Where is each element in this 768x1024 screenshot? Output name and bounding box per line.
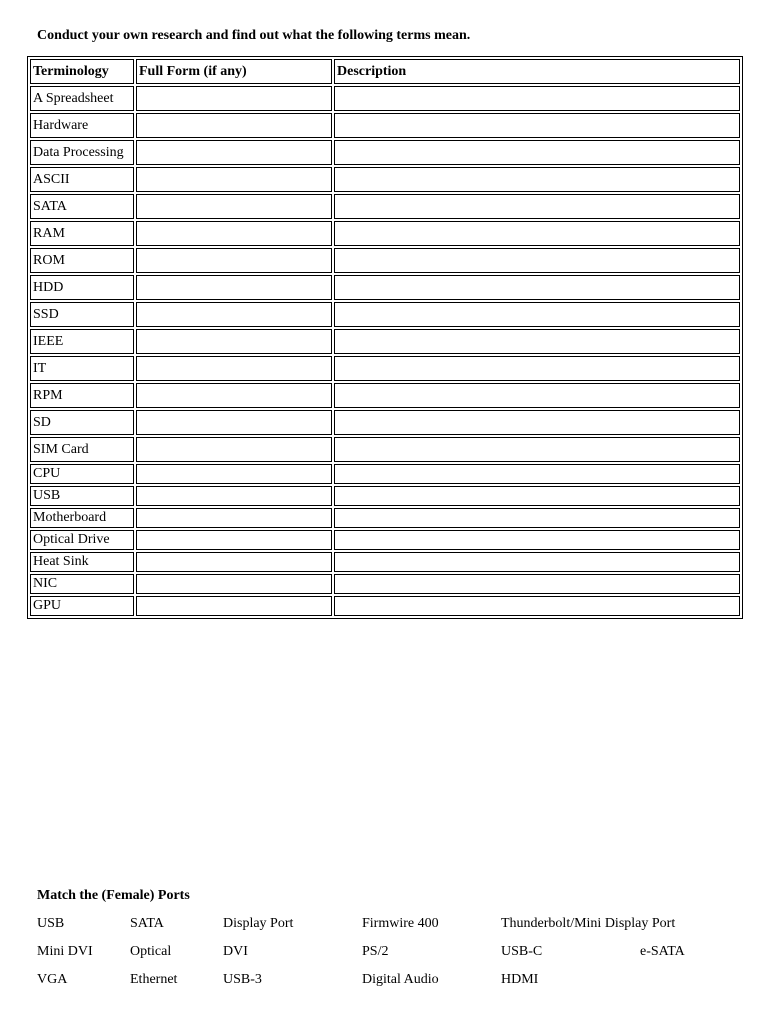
term-cell: Motherboard	[30, 508, 134, 528]
table-row	[30, 464, 740, 484]
terms-body	[30, 86, 740, 616]
term-cell: Hardware	[30, 113, 134, 138]
header-full-form: Full Form (if any)	[136, 59, 332, 84]
port-label: SATA	[130, 916, 164, 931]
term-cell: SD	[30, 410, 134, 435]
description-cell[interactable]	[334, 113, 740, 138]
term-cell: SATA	[30, 194, 134, 219]
table-row	[30, 410, 740, 435]
table-row	[30, 140, 740, 165]
term-cell: ROM	[30, 248, 134, 273]
term-cell: HDD	[30, 275, 134, 300]
full-form-cell[interactable]	[136, 194, 332, 219]
description-cell[interactable]	[334, 574, 740, 594]
full-form-cell[interactable]	[136, 113, 332, 138]
table-row	[30, 383, 740, 408]
full-form-cell[interactable]	[136, 248, 332, 273]
port-label: VGA	[37, 972, 68, 987]
full-form-cell[interactable]	[136, 486, 332, 506]
description-cell[interactable]	[334, 464, 740, 484]
description-cell[interactable]	[334, 437, 740, 462]
description-cell[interactable]	[334, 410, 740, 435]
description-cell[interactable]	[334, 530, 740, 550]
description-cell[interactable]	[334, 194, 740, 219]
term-cell: NIC	[30, 574, 134, 594]
full-form-cell[interactable]	[136, 140, 332, 165]
full-form-cell[interactable]	[136, 410, 332, 435]
table-row	[30, 486, 740, 506]
header-description: Description	[334, 59, 740, 84]
port-label: Display Port	[223, 916, 294, 931]
table-row	[30, 530, 740, 550]
term-cell: IT	[30, 356, 134, 381]
terminology-table	[27, 56, 743, 619]
term-cell: USB	[30, 486, 134, 506]
table-row	[30, 356, 740, 381]
table-row	[30, 552, 740, 572]
port-label: USB	[37, 916, 65, 931]
port-label: Firmwire 400	[362, 916, 439, 931]
term-cell: RPM	[30, 383, 134, 408]
description-cell[interactable]	[334, 248, 740, 273]
header-terminology: Terminology	[30, 59, 134, 84]
full-form-cell[interactable]	[136, 383, 332, 408]
port-label: HDMI	[501, 972, 539, 987]
port-label: Mini DVI	[37, 944, 93, 959]
port-label: DVI	[223, 944, 248, 959]
table-row	[30, 248, 740, 273]
table-row	[30, 596, 740, 616]
description-cell[interactable]	[334, 302, 740, 327]
table-row	[30, 167, 740, 192]
description-cell[interactable]	[334, 552, 740, 572]
term-cell: Heat Sink	[30, 552, 134, 572]
full-form-cell[interactable]	[136, 86, 332, 111]
table-row	[30, 437, 740, 462]
term-cell: CPU	[30, 464, 134, 484]
full-form-cell[interactable]	[136, 302, 332, 327]
description-cell[interactable]	[334, 140, 740, 165]
table-row	[30, 221, 740, 246]
full-form-cell[interactable]	[136, 329, 332, 354]
term-cell: IEEE	[30, 329, 134, 354]
term-cell: ASCII	[30, 167, 134, 192]
port-label: Thunderbolt/Mini Display Port	[501, 916, 676, 931]
full-form-cell[interactable]	[136, 508, 332, 528]
description-cell[interactable]	[334, 486, 740, 506]
term-cell: Data Processing	[30, 140, 134, 165]
term-cell: Optical Drive	[30, 530, 134, 550]
full-form-cell[interactable]	[136, 221, 332, 246]
full-form-cell[interactable]	[136, 574, 332, 594]
port-label: e-SATA	[640, 944, 685, 959]
port-label: Ethernet	[130, 972, 178, 987]
description-cell[interactable]	[334, 221, 740, 246]
full-form-cell[interactable]	[136, 530, 332, 550]
table-row	[30, 113, 740, 138]
full-form-cell[interactable]	[136, 552, 332, 572]
port-label: Optical	[130, 944, 172, 959]
table-row	[30, 574, 740, 594]
port-label: USB-C	[501, 944, 543, 959]
table-row	[30, 508, 740, 528]
full-form-cell[interactable]	[136, 437, 332, 462]
table-row	[30, 86, 740, 111]
full-form-cell[interactable]	[136, 167, 332, 192]
port-label: Digital Audio	[362, 972, 439, 987]
port-label: PS/2	[362, 944, 389, 959]
term-cell: SSD	[30, 302, 134, 327]
description-cell[interactable]	[334, 329, 740, 354]
table-row	[30, 194, 740, 219]
description-cell[interactable]	[334, 167, 740, 192]
term-cell: RAM	[30, 221, 134, 246]
description-cell[interactable]	[334, 275, 740, 300]
term-cell: SIM Card	[30, 437, 134, 462]
table-row	[30, 329, 740, 354]
description-cell[interactable]	[334, 383, 740, 408]
term-cell: A Spreadsheet	[30, 86, 134, 111]
ports-title: Match the (Female) Ports	[37, 888, 190, 903]
term-cell: GPU	[30, 596, 134, 616]
port-label: USB-3	[223, 972, 262, 987]
instruction-heading: Conduct your own research and find out what the following terms mean.	[37, 28, 471, 43]
full-form-cell[interactable]	[136, 275, 332, 300]
description-cell[interactable]	[334, 596, 740, 616]
full-form-cell[interactable]	[136, 596, 332, 616]
full-form-cell[interactable]	[136, 464, 332, 484]
description-cell[interactable]	[334, 508, 740, 528]
table-row	[30, 275, 740, 300]
table-row	[30, 302, 740, 327]
full-form-cell[interactable]	[136, 356, 332, 381]
description-cell[interactable]	[334, 356, 740, 381]
description-cell[interactable]	[334, 86, 740, 111]
